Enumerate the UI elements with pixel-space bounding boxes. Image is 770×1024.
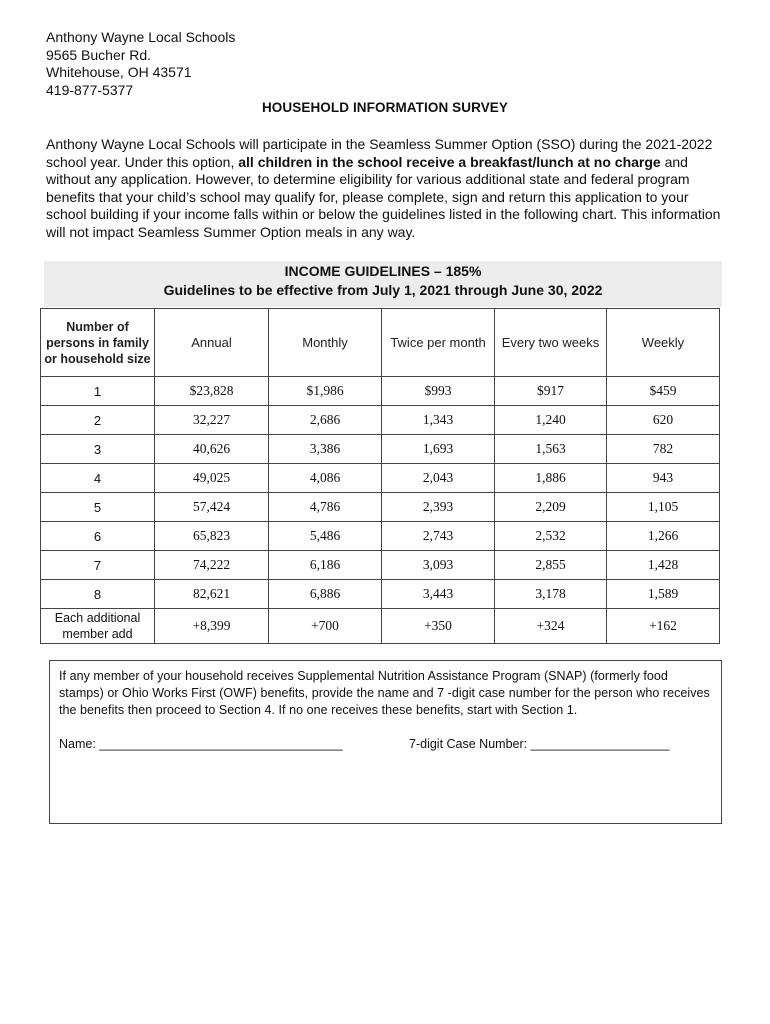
column-header: Number of persons in family or household size bbox=[41, 309, 155, 377]
table-cell: Each additional member add bbox=[41, 609, 155, 644]
address-line: 9565 Bucher Rd. bbox=[46, 46, 152, 63]
table-cell: 943 bbox=[607, 464, 720, 493]
table-cell: 4 bbox=[41, 464, 155, 493]
table-cell: 1,266 bbox=[607, 522, 720, 551]
table-row bbox=[41, 493, 720, 522]
table-cell: 6,886 bbox=[269, 580, 382, 609]
table-row bbox=[41, 580, 720, 609]
table-cell: +700 bbox=[269, 609, 382, 644]
table-row bbox=[41, 464, 720, 493]
table-cell: 1,105 bbox=[607, 493, 720, 522]
table-cell: 57,424 bbox=[155, 493, 269, 522]
guidelines-title: INCOME GUIDELINES – 185% bbox=[284, 263, 482, 279]
column-header: Annual bbox=[155, 309, 269, 377]
table-cell: 2,686 bbox=[269, 406, 382, 435]
table-row bbox=[41, 406, 720, 435]
intro-text: and without any application. However, to determine eligibility for various additional state and federal program benefits that your child’s school may qualify for, please complete, sign and return this application to your school building if your income falls within or below the guidelines listed in the following chart. This information will not impact Seamless Summer Option meals in any way. bbox=[46, 153, 721, 240]
table-row bbox=[41, 435, 720, 464]
column-header: Twice per month bbox=[382, 309, 495, 377]
table-cell: 6,186 bbox=[269, 551, 382, 580]
table-cell: 8 bbox=[41, 580, 155, 609]
table-header-row bbox=[41, 309, 720, 377]
table-cell: 2,043 bbox=[382, 464, 495, 493]
table-cell: +350 bbox=[382, 609, 495, 644]
table-cell: 1,693 bbox=[382, 435, 495, 464]
name-field[interactable]: Name: ___________________________________ bbox=[59, 737, 343, 751]
table-cell: 4,786 bbox=[269, 493, 382, 522]
table-cell: 620 bbox=[607, 406, 720, 435]
intro-paragraph bbox=[46, 136, 726, 241]
table-cell: 2,743 bbox=[382, 522, 495, 551]
snap-instructions: If any member of your household receives Supplemental Nutrition Assistance Program (SNAP) (formerly food stamps) or Ohio Works First (OWF) benefits, provide the name and 7 -digit case number for the person who receives the benefits then proceed to Section 4. If no one receives these benefits, start with Section 1. bbox=[59, 669, 710, 717]
table-cell: 3 bbox=[41, 435, 155, 464]
income-guidelines-heading bbox=[44, 261, 722, 307]
table-cell: 6 bbox=[41, 522, 155, 551]
table-row bbox=[41, 377, 720, 406]
table-cell: 3,386 bbox=[269, 435, 382, 464]
snap-benefits-box bbox=[49, 660, 722, 824]
table-cell: 2,855 bbox=[495, 551, 607, 580]
table-cell: $459 bbox=[607, 377, 720, 406]
table-cell: 5,486 bbox=[269, 522, 382, 551]
table-cell: 82,621 bbox=[155, 580, 269, 609]
table-cell: 7 bbox=[41, 551, 155, 580]
table-cell: 2,209 bbox=[495, 493, 607, 522]
table-cell: 5 bbox=[41, 493, 155, 522]
column-header: Weekly bbox=[607, 309, 720, 377]
table-cell: 1,343 bbox=[382, 406, 495, 435]
table-cell: 1,589 bbox=[607, 580, 720, 609]
table-cell: 40,626 bbox=[155, 435, 269, 464]
school-address bbox=[46, 29, 235, 99]
document-title: HOUSEHOLD INFORMATION SURVEY bbox=[261, 100, 509, 115]
table-cell: $23,828 bbox=[155, 377, 269, 406]
table-cell: 1,428 bbox=[607, 551, 720, 580]
intro-text: Anthony Wayne Local Schools will participate in the Seamless Summer Option (SSO) during the 2021-2022 school year. Under this option, bbox=[46, 136, 713, 170]
table-cell: 2 bbox=[41, 406, 155, 435]
table-cell: 4,086 bbox=[269, 464, 382, 493]
address-line: Anthony Wayne Local Schools bbox=[46, 29, 236, 45]
table-cell: 65,823 bbox=[155, 522, 269, 551]
table-cell: 3,443 bbox=[382, 580, 495, 609]
table-cell: 1,563 bbox=[495, 435, 607, 464]
address-line: Whitehouse, OH 43571 bbox=[46, 64, 192, 80]
table-cell: $1,986 bbox=[269, 377, 382, 406]
column-header: Every two weeks bbox=[495, 309, 607, 377]
table-cell: 2,532 bbox=[495, 522, 607, 551]
snap-fields bbox=[59, 736, 712, 753]
table-cell: +8,399 bbox=[155, 609, 269, 644]
table-cell: 1,886 bbox=[495, 464, 607, 493]
table-row bbox=[41, 609, 720, 644]
table-cell: 2,393 bbox=[382, 493, 495, 522]
table-cell: +324 bbox=[495, 609, 607, 644]
income-guidelines-table bbox=[40, 308, 720, 644]
address-line: 419-877-5377 bbox=[46, 81, 134, 98]
table-cell: 1 bbox=[41, 377, 155, 406]
intro-bold-text: all children in the school receive a breakfast/lunch at no charge bbox=[238, 153, 661, 170]
table-cell: 1,240 bbox=[495, 406, 607, 435]
table-cell: 3,178 bbox=[495, 580, 607, 609]
case-number-field[interactable]: 7-digit Case Number: ____________________ bbox=[409, 737, 670, 751]
table-cell: $917 bbox=[495, 377, 607, 406]
column-header: Monthly bbox=[269, 309, 382, 377]
table-cell: 32,227 bbox=[155, 406, 269, 435]
table-cell: 74,222 bbox=[155, 551, 269, 580]
table-row bbox=[41, 551, 720, 580]
table-cell: 3,093 bbox=[382, 551, 495, 580]
table-row bbox=[41, 522, 720, 551]
table-cell: 782 bbox=[607, 435, 720, 464]
table-cell: 49,025 bbox=[155, 464, 269, 493]
guidelines-subtitle: Guidelines to be effective from July 1, 2021 through June 30, 2022 bbox=[163, 282, 603, 298]
table-cell: $993 bbox=[382, 377, 495, 406]
table-cell: +162 bbox=[607, 609, 720, 644]
